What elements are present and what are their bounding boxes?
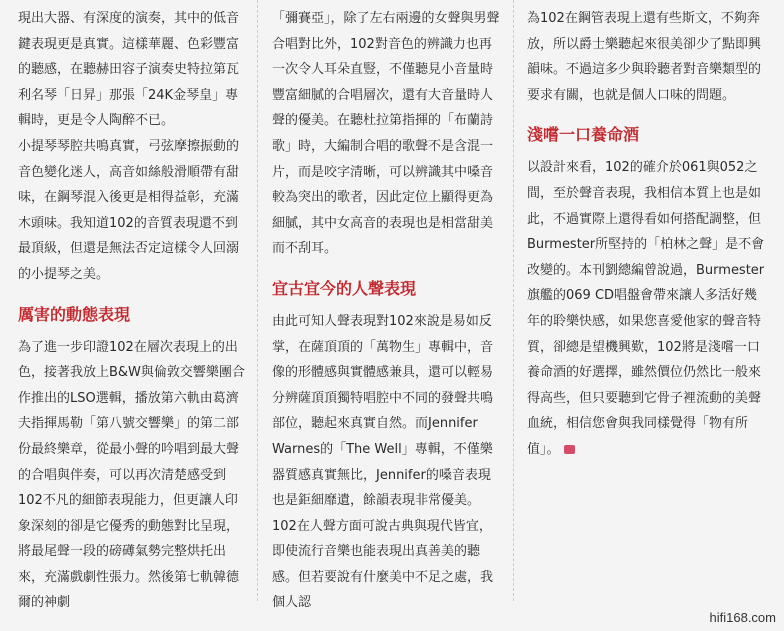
paragraph-text: 以設計來看，102的確介於061與052之間，至於聲音表現，我相信本質上也是如此，不過實際上還得看如何搭配調整，但Burmester所堅持的「柏林之聲」是不會改變的。本刊劉總編曾說過，Burmester旗艦的069 CD唱盤會帶來讓人多活好幾年的聆樂快感，如果您喜愛他家的聲音特質，卻總是望機興歎，102將是淺嚐一口養命酒的好選擇，雖然價位仍然比一般來得高些，但只要聽到它骨子裡流動的美聲血統，相信您會與我同樣覺得「物有所值」。: [527, 160, 765, 457]
paragraph: 為了進一步印證102在層次表現上的出色，接著我放上B&W與倫敦交響樂團合作推出的LSO選輯，播放第六軌由葛濟夫指揮馬勒「第八號交響樂」的第二部份最終樂章，從最小聲的吟唱到最大聲的合唱與伴奏，可以再次清楚感受到102不凡的細節表現能力，但更讓人印象深刻的卻是它優秀的動態對比呈現，將最尾聲一段的磅礡氣勢完整烘托出來，充滿戲劇性張力。然後第七軌韓德爾的神劇: [18, 339, 245, 611]
column-divider: [257, 0, 258, 601]
paragraph: 為102在鋼管表現上還有些斯文，不夠奔放，所以爵士樂聽起來很美卻少了點即興韻味。不過這多少與聆聽者對音樂類型的要求有關，也就是個人口味的問題。: [527, 11, 762, 103]
column-divider: [513, 0, 514, 601]
article-end-icon: [564, 445, 575, 454]
section-heading: 宜古宜今的人聲表現: [272, 278, 417, 298]
paragraph: 「彌賽亞」，除了左右兩邊的女聲與男聲合唱對比外，102對音色的辨識力也再一次令人耳朵直豎，不僅聽見小音量時豐富細膩的合唱層次，還有大音量時人聲的優美。在聽杜拉第指揮的「布蘭詩歌」時，大編制合唱的歌聲不是含混一片，而是咬字清晰，可以辨識其中嗓音較為突出的歌者，因此定位上顯得更為細膩，其中女高音的表現也是相當甜美而不刮耳。: [272, 11, 500, 257]
watermark: hifi168.com: [709, 610, 776, 625]
section-heading: 厲害的動態表現: [18, 304, 131, 324]
paragraph: [527, 155, 765, 462]
section-heading: 淺嚐一口養命酒: [527, 125, 640, 145]
column-1: [18, 6, 246, 616]
paragraph: 現出大器、有深度的演奏，其中的低音鍵表現更是真實。這樣華麗、色彩豐富的聽感，在聽赫田容子演奏史特拉第瓦利名琴「日昇」那張「24K金琴皇」專輯時，更是令人陶醉不已。: [18, 11, 240, 129]
column-3: [527, 6, 765, 463]
paragraph: 小提琴琴腔共鳴真實，弓弦摩擦振動的音色變化迷人，高音如絲般滑順帶有甜味，在鋼琴混入後更是相得益彰，充滿木頭味。我知道102的音質表現還不到最頂級，但還是無法否定這樣令人回溺的小提琴之美。: [18, 138, 240, 282]
paragraph: 由此可知人聲表現對102來說是易如反掌，在薩頂頂的「萬物生」專輯中，音像的形體感與實體感兼具，還可以輕易分辨薩頂頂獨特唱腔中不同的發聲共鳴部位，聽起來真實自然。而Jennifer Warnes的「The Well」專輯，不僅樂器質感真實無比，Jennifer的嗓音表現也是鉅細靡遺，餘韻表現非常優美。102在人聲方面可說古典與現代皆宜，即使流行音樂也能表現出真善美的聽感。但若要說有什麼美中不足之處，我個人認: [272, 313, 494, 611]
column-2: [272, 6, 502, 616]
